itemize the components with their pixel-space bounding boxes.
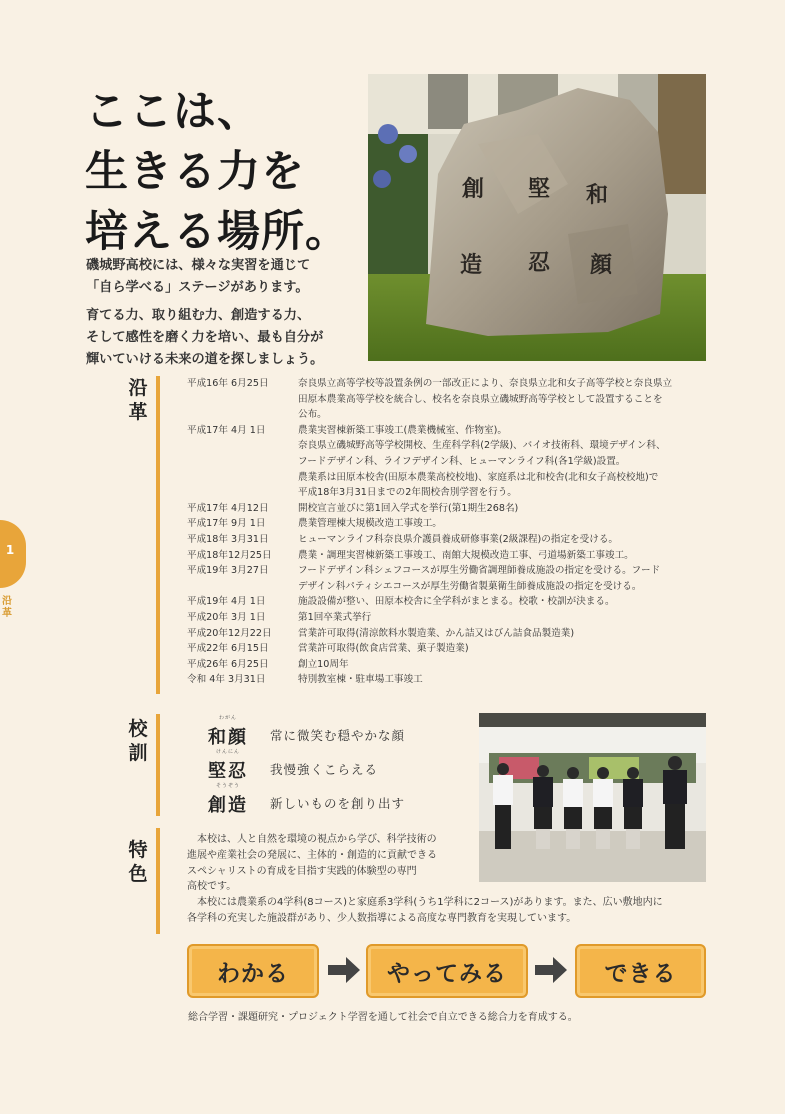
history-date: 平成17年 4月 1日 [187, 424, 266, 436]
history-row [187, 376, 717, 423]
flow-step-understand: わかる [187, 944, 319, 998]
history-row [187, 610, 717, 626]
history-text: 農業管理棟大規模改造工事竣工。 [298, 518, 442, 530]
motto-item [200, 749, 460, 782]
history-list [187, 376, 717, 688]
flow-note: 総合学習・課題研究・プロジェクト学習を通して社会で自立できる総合力を育成する。 [188, 1012, 578, 1023]
features-line: スペシャリストの育成を目指す実践的体験型の専門 [187, 865, 417, 877]
history-heading: 沿革 [128, 377, 148, 423]
motto-item [200, 715, 460, 748]
inscription-char: 和 [586, 182, 609, 208]
history-row [187, 657, 717, 673]
motto-item [200, 783, 460, 816]
history-text: フードデザイン科シェフコースが厚生労働省調理師養成施設の指定を受ける。フード デザイン科パティシエコースが厚生労働省製菓衛生師養成施設の指定を受ける。 [298, 565, 661, 592]
history-date: 令和 4年 3月31日 [187, 674, 266, 686]
motto-ruby: わがん [218, 715, 237, 721]
history-date: 平成19年 4月 1日 [187, 596, 266, 608]
inscription-char: 造 [460, 252, 483, 278]
history-text: 施設設備が整い、田原本校舎に全学科がまとまる。校歌・校訓が決まる。 [298, 596, 615, 608]
history-row [187, 548, 717, 564]
history-row [187, 532, 717, 548]
motto-bar [156, 714, 160, 816]
motto-meaning: 我慢強くこらえる [270, 762, 379, 777]
history-row [187, 516, 717, 532]
inscription-char: 創 [462, 176, 485, 202]
history-date: 平成19年 3月27日 [187, 565, 269, 577]
history-row [187, 626, 717, 642]
history-text: ヒューマンライフ科奈良県介護員養成研修事業(2級課程)の指定を受ける。 [298, 533, 619, 545]
motto-meaning: 新しいものを創り出す [270, 796, 406, 811]
history-text: 奈良県立高等学校等設置条例の一部改正により、奈良県立北和女子高等学校と奈良県立 田原本農業高等学校を統合し、校名を奈良県立磯城野高等学校として設置することを 公布。 [298, 378, 673, 421]
features-text [187, 832, 707, 927]
history-text: 開校宣言並びに第1回入学式を挙行(第1期生268名) [298, 502, 519, 514]
history-row [187, 501, 717, 517]
motto-meaning: 常に微笑む穏やかな顔 [270, 728, 406, 743]
motto-kanji: 和顔 [208, 727, 248, 748]
features-line: 高校です。 [187, 881, 237, 893]
history-date: 平成20年 3月 1日 [187, 611, 266, 623]
motto-heading: 校訓 [128, 718, 148, 764]
motto-ruby: けんにん [215, 749, 240, 755]
features-line: 各学科の充実した施設群があり、少人数指導による高度な専門教育を実現しています。 [187, 912, 577, 924]
arrow-right-icon [328, 957, 360, 983]
intro-line: 「自ら学べる」ステージがあります。 [86, 280, 309, 295]
inscription-char: 堅 [528, 176, 551, 202]
features-line: 本校は、人と自然を環境の視点から学び、科学技術の [187, 834, 437, 845]
intro-line: 輝いていける未来の道を探しましょう。 [86, 352, 324, 367]
intro-line: 育てる力、取り組む力、創造する力、 [86, 308, 311, 323]
title-line-3: 培える場所。 [85, 207, 349, 257]
history-text: 創立10周年 [298, 658, 349, 670]
history-date: 平成16年 6月25日 [187, 378, 269, 389]
inscription-char: 忍 [528, 250, 551, 276]
history-date: 平成18年12月25日 [187, 549, 272, 561]
chapter-label: 沿革 [2, 596, 12, 619]
history-row [187, 672, 717, 688]
motto-ruby: そうぞう [215, 783, 240, 789]
history-date: 平成17年 4月12日 [187, 502, 269, 514]
history-text: 特別教室棟・駐車場工事竣工 [298, 674, 423, 686]
history-date: 平成18年 3月31日 [187, 533, 269, 545]
history-date: 平成20年12月22日 [187, 627, 272, 639]
history-date: 平成17年 9月 1日 [187, 518, 266, 530]
motto-kanji: 堅忍 [208, 761, 248, 782]
title-line-2: 生きる力を [85, 147, 305, 197]
features-line: 進展や産業社会の発展に、主体的・創造的に貢献できる [187, 849, 437, 861]
school-stone-photo [368, 74, 706, 361]
intro-line: 磯城野高校には、様々な実習を通じて [86, 258, 311, 273]
history-row [187, 423, 717, 501]
flow-step-can-do: できる [575, 944, 706, 998]
title-line-1: ここは、 [85, 87, 261, 137]
history-text: 農業実習棟新築工事竣工(農業機械室、作物室)。 奈良県立磯城野高等学校開校、生産科学科(2学級)、バイオ技術科、環境デザイン科、 フードデザイン科、ライフデザイン科、ヒューマンライフ科(各1学級)設置。 農業系は田原本校舎(田原本農業高校校地)、家庭系は北和校舎(北和女子高校校地)で 平成18年3月31日までの2年間校舎別学習を行う。 [298, 424, 666, 499]
features-heading: 特色 [128, 839, 148, 885]
history-date: 平成22年 6月15日 [187, 643, 269, 655]
history-text: 農業・調理実習棟新築工事竣工、南館大規模改造工事、弓道場新築工事竣工。 [298, 549, 634, 561]
arrow-right-icon [535, 957, 567, 983]
features-bar [156, 828, 160, 934]
history-text: 第1回卒業式挙行 [298, 611, 372, 623]
flow-step-try: やってみる [366, 944, 528, 998]
history-bar [156, 376, 160, 694]
history-row [187, 563, 717, 594]
page-title [85, 82, 349, 262]
history-text: 営業許可取得(飲食店営業、菓子製造業) [298, 643, 469, 655]
stone-photo-illustration [368, 74, 706, 361]
intro-text [86, 255, 366, 371]
inscription-char: 顔 [590, 252, 613, 278]
motto-kanji: 創造 [208, 795, 248, 816]
features-line: 本校には農業系の4学科(8コース)と家庭系3学科(うち1学科に2コース)があります。また、広い敷地内に [187, 897, 663, 909]
history-text: 営業許可取得(清涼飲料水製造業、かん詰又はびん詰食品製造業) [298, 627, 575, 639]
history-row [187, 594, 717, 610]
history-date: 平成26年 6月25日 [187, 658, 269, 670]
intro-line: そして感性を磨く力を培い、最も自分が [86, 330, 324, 345]
chapter-number: 1 [5, 543, 15, 557]
history-row [187, 641, 717, 657]
